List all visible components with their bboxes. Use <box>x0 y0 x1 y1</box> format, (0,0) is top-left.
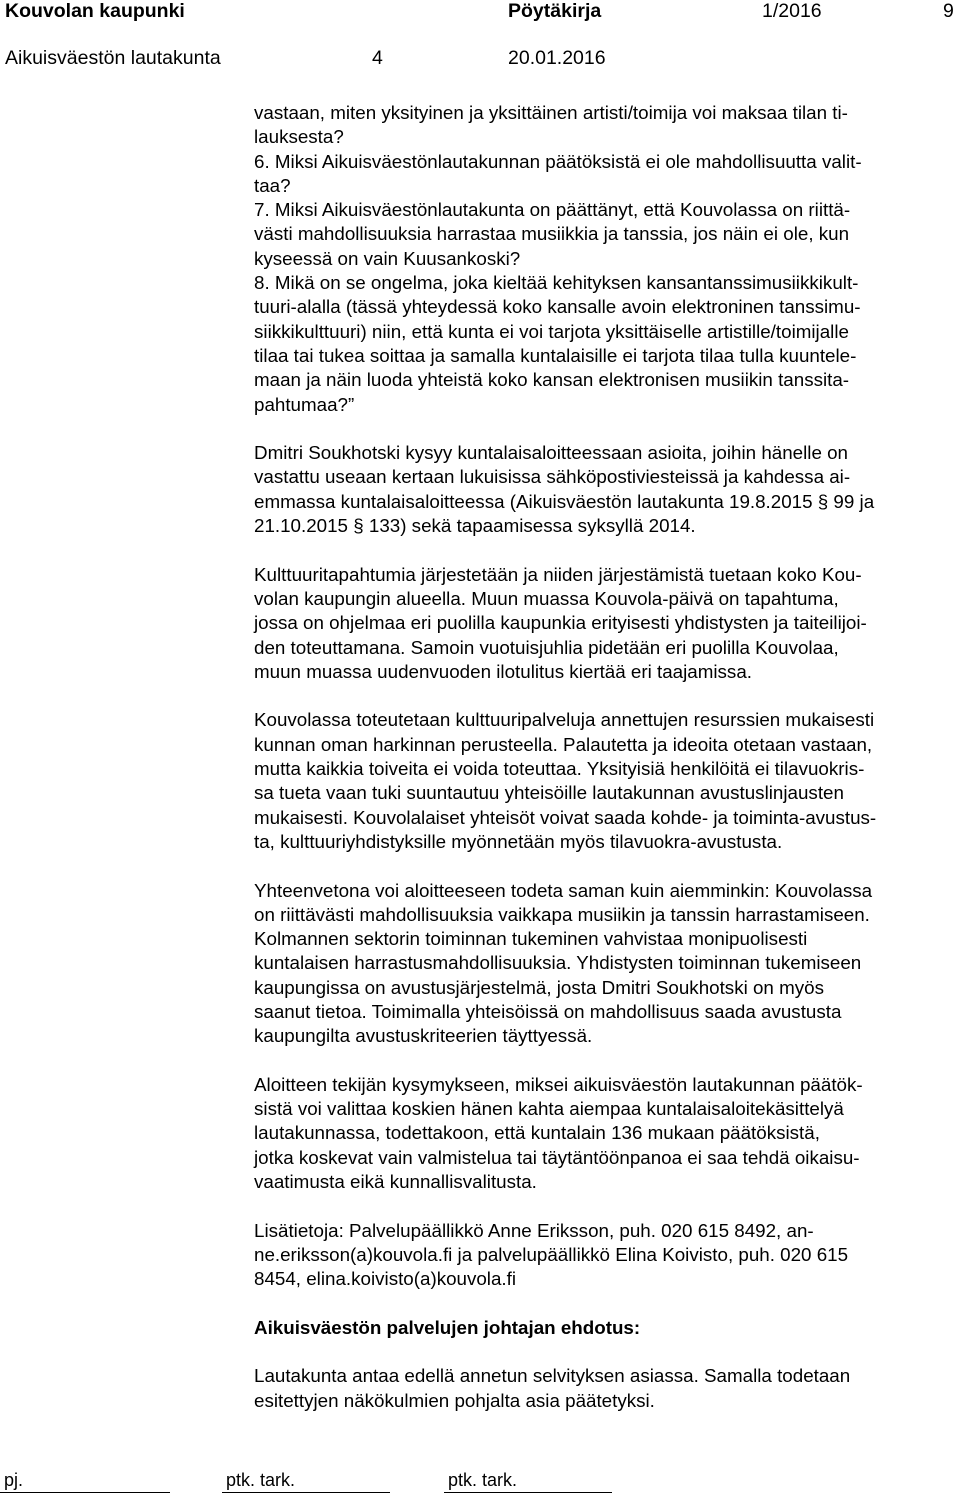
response-paragraph: Aloitteen tekijän kysymykseen, miksei aikuisväestön lautakunnan päätök- sistä voi valittaa koskien hänen kahta aiempaa kuntalaisaloitekäsittelyä lautakunnassa, todettakoon, että kuntalain 136 mukaan päätöksistä, jotka koskevat vain valmistelua tai täytäntöönpanoa ei saa tehdä oikaisu- vaatimusta eikä kunnallisvalitusta. <box>254 1073 863 1193</box>
response-paragraph: Kulttuuritapahtumia järjestetään ja niiden järjestämistä tuetaan koko Kou- volan kaupungin alueella. Muun muassa Kouvola-päivä on tapahtuma, jossa on ohjelmaa eri puolilla kaupunkia erityisesti yhdistysten ja taiteilijoi- den toteuttamana. Samoin vuotuisjuhlia pidetään eri puolilla Kouvolaa, muun muassa uudenvuoden ilotulitus kiertää eri taajamissa. <box>254 563 867 682</box>
signature-label-checker-2: ptk. tark. <box>448 1470 518 1490</box>
response-paragraph: Yhteenvetona voi aloitteeseen todeta saman kuin aiemminkin: Kouvolassa on riittävästi mahdollisuuksia vaikkapa musiikin ja tanssin harrastamiseen. Kolmannen sektorin toiminnan tukeminen vahvistaa monipuolisesti kuntalaisen harrastusmahdollisuuksia. Yhdistysten toiminnan tukemiseen kaupungissa on avustusjärjestelmä, josta Dmitri Soukhotski on myös saanut tietoa. Toimimalla yhteisöissä on mahdollisuus saada avustusta kaupungilta avustuskriteerien täyttyessä. <box>254 879 873 1047</box>
section-number: 4 <box>372 47 383 69</box>
proposal-text: Lautakunta antaa edellä annetun selvityksen asiassa. Samalla todetaan esitettyjen näkökulmien pohjalta asia päätetyksi. <box>254 1365 851 1411</box>
organization-name: Kouvolan kaupunki <box>5 0 185 22</box>
question-item: 7. Miksi Aikuisväestönlautakunta on päättänyt, että Kouvolassa on riittä- västi mahdollisuuksia harrastaa musiikkia ja tanssia, jos näin ei ole, kun kyseessä on vain Kuusankoski? <box>254 199 851 269</box>
signature-line-checker-1 <box>222 1492 390 1493</box>
signature-line-chair <box>0 1492 170 1493</box>
board-name: Aikuisväestön lautakunta <box>5 47 221 69</box>
meeting-issue: 1/2016 <box>762 0 822 22</box>
question-item: 8. Mikä on se ongelma, joka kieltää kehityksen kansantanssimusiikkikult- tuuri-alalla (tässä yhteydessä koko kansalle avoin elektroninen tanssimu- siikkikulttuuri) niin, että kunta ei voi tarjota yksittäiselle artistille/toimijalle tilaa tai tukea soittaa ja samalla kuntalaisille ei tarjota tilaa tulla kuuntele- maan ja näin luoda yhteistä koko kansan elektronisen musiikin tanssita- pahtumaa?” <box>254 272 861 415</box>
proposal-heading: Aikuisväestön palvelujen johtajan ehdotus: <box>254 1316 641 1338</box>
contact-info: Lisätietoja: Palvelupäällikkö Anne Eriksson, puh. 020 615 8492, an- ne.eriksson(a)kouvola.fi ja palvelupäällikkö Elina Koivisto, puh. 020 615 8454, elina.koivisto(a)kouvola.fi <box>254 1219 849 1290</box>
meeting-date: 20.01.2016 <box>508 47 606 69</box>
document-body <box>254 101 954 1413</box>
signature-line-checker-2 <box>444 1492 612 1493</box>
page-number: 9 <box>943 0 954 22</box>
question-list <box>254 101 954 417</box>
question-item: vastaan, miten yksityinen ja yksittäinen artisti/toimija voi maksaa tilan ti- lauksesta? <box>254 102 848 148</box>
response-paragraph: Dmitri Soukhotski kysyy kuntalaisaloitteessaan asioita, joihin hänelle on vastattu useaan kertaan lukuisissa sähköpostiviesteissä ja kahdessa ai- emmassa kuntalaisaloitteessa (Aikuisväestön lautakunta 19.8.2015 § 99 ja 21.10.2015 § 133) sekä tapaamisessa syksyllä 2014. <box>254 442 875 537</box>
question-item: 6. Miksi Aikuisväestönlautakunnan päätöksistä ei ole mahdollisuutta valit- taa? <box>254 150 862 196</box>
document-type: Pöytäkirja <box>508 0 602 22</box>
signature-label-checker-1: ptk. tark. <box>226 1470 296 1490</box>
response-paragraph: Kouvolassa toteutetaan kulttuuripalveluja annettujen resurssien mukaisesti kunnan oman harkinnan perusteella. Palautetta ja ideoita otetaan vastaan, mutta kaikkia toiveita ei voida toteuttaa. Yksityisiä henkilöitä ei tilavuokris- sa tueta vaan tuki suuntautuu yhteisöille lautakunnan avustuslinjausten mukaisesti. Kouvolalaiset yhteisöt voivat saada kohde- ja toiminta-avustus- ta, kulttuuriyhdistyksille myönnetään myös tilavuokra-avustusta. <box>254 709 877 852</box>
signature-label-chair: pj. <box>4 1470 24 1490</box>
